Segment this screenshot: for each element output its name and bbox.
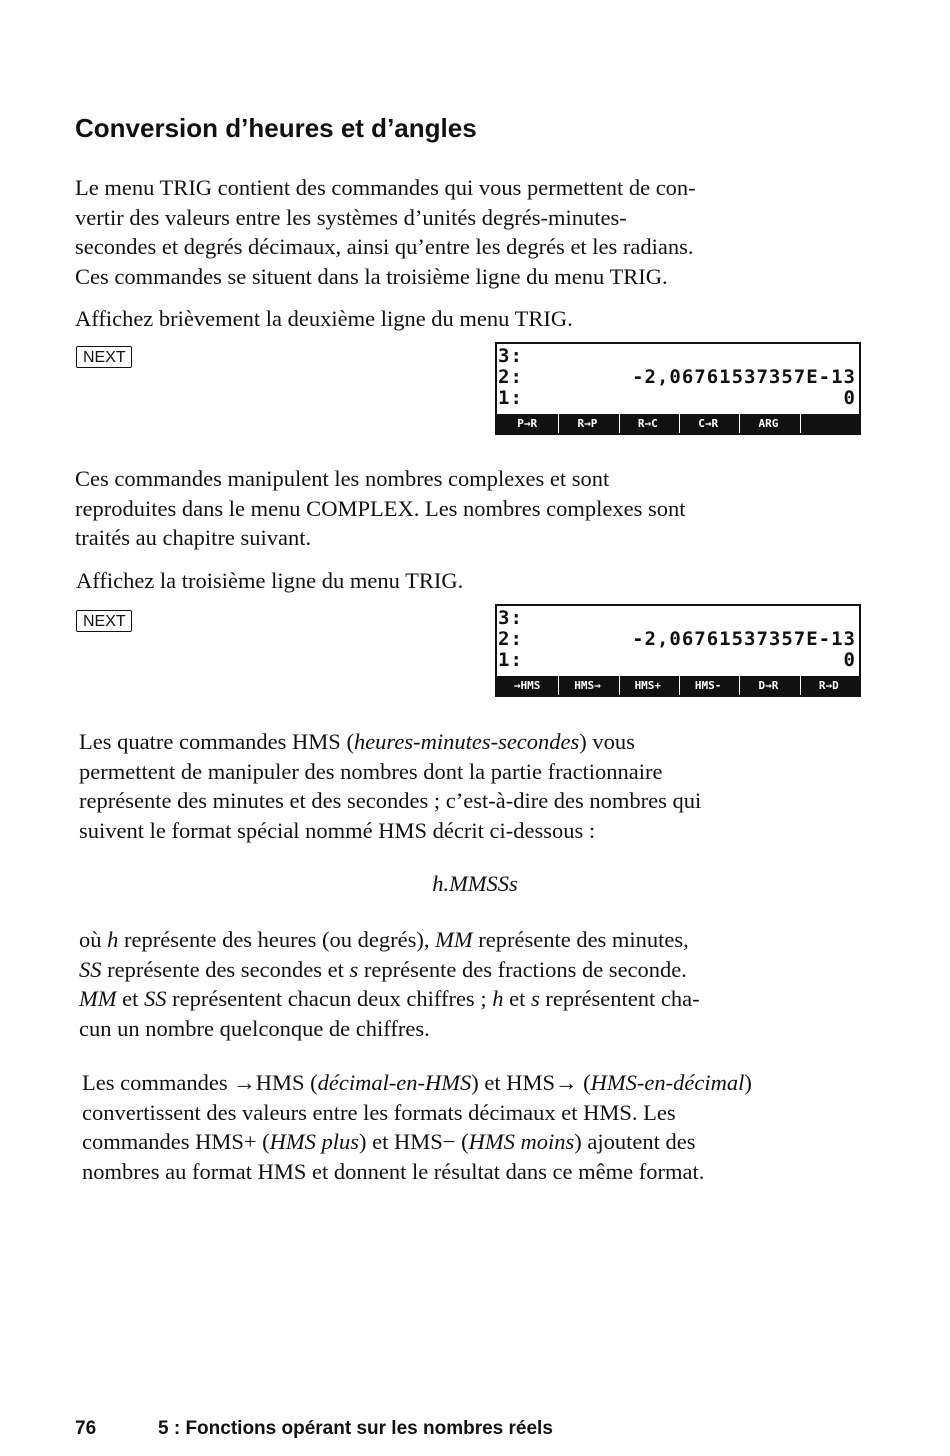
text-run: ) [744,1070,752,1095]
text-line: Affichez la troisième ligne du menu TRIG. [76,568,464,593]
italic-term: MM [79,986,117,1011]
text-run: représente des heures (ou degrés), [118,927,436,952]
text-run: et [503,986,531,1011]
menu-key-empty[interactable] [800,414,857,433]
italic-term: heures-minutes-secondes [353,729,580,754]
text-line [79,727,855,757]
paragraph-instruction-2 [76,566,851,596]
menu-key-hms-plus[interactable]: HMS+ [619,676,676,695]
text-run: Les quatre commandes HMS ( [79,729,354,754]
text-run: ) ajoutent des [574,1129,696,1154]
menu-key-arg[interactable]: ARG [739,414,796,433]
text-line [82,1068,858,1098]
menu-key-r-to-p[interactable]: R→P [558,414,615,433]
text-line: traités au chapitre suivant. [75,525,312,550]
text-line: Affichez brièvement la deuxième ligne du menu TRIG. [75,306,573,331]
text-line: Le menu TRIG contient des commandes qui vous permettent de con- [75,175,696,200]
calculator-screen-2 [495,604,861,697]
text-run: Les commandes →HMS ( [82,1070,318,1095]
text-run: ) vous [579,729,635,754]
text-run: représentent chacun deux chiffres ; [166,986,493,1011]
text-run: représente des secondes et [101,956,350,982]
menu-key-p-to-r[interactable]: P→R [517,417,538,430]
chapter-title: 5 : Fonctions opérant sur les nombres réels [158,1418,553,1439]
text-line: représente des minutes et des secondes ; c’est-à-dire des nombres qui [79,788,702,813]
stack-label: 3: [498,607,523,629]
italic-term: h [107,927,119,952]
soft-menu-bar [497,676,859,695]
next-key[interactable]: NEXT [76,346,132,368]
paragraph-intro [75,173,850,291]
section-heading: Conversion d’heures et d’angles [75,113,477,143]
text-line [79,955,855,985]
stack-label: 2: [498,366,523,388]
paragraph-complex [75,464,840,553]
italic-term: décimal-en-HMS [317,1070,472,1095]
text-line: cun un nombre quelconque de chiffres. [79,1015,430,1041]
text-line: Ces commandes manipulent les nombres complexes et sont [75,466,610,491]
menu-key-to-hms[interactable]: →HMS [513,679,541,692]
menu-key-d-to-r[interactable]: D→R [739,676,796,695]
hms-format: h.MMSSs [432,871,518,896]
italic-term: SS [144,986,167,1011]
paragraph-hms-commands [82,1068,858,1186]
menu-key-c-to-r[interactable]: C→R [679,414,736,433]
stack-level-3 [498,608,856,629]
next-key[interactable]: NEXT [76,610,132,632]
stack-value: -2,06761537357E-13 [632,628,856,650]
stack-value: 0 [843,649,856,671]
text-line: nombres au format HMS et donnent le résultat dans ce même format. [82,1158,705,1184]
calculator-screen-1 [495,342,861,435]
text-line: vertir des valeurs entre les systèmes d’unités degrés-minutes- [75,204,627,230]
stack-level-3 [498,346,856,367]
text-line: permettent de manipuler des nombres dont la partie fractionnaire [79,758,663,784]
stack-label: 1: [498,649,523,671]
text-run: ) et HMS− ( [359,1129,469,1154]
paragraph-instruction-1 [75,304,850,334]
stack-level-1 [498,650,856,671]
text-line: Ces commandes se situent dans la troisième ligne du menu TRIG. [75,263,668,289]
italic-term: SS [79,956,102,982]
italic-term: s [349,956,359,982]
stack-level-2 [498,367,856,388]
text-line: reproduites dans le menu COMPLEX. Les nombres complexes sont [75,495,686,521]
italic-term: HMS plus [269,1129,360,1154]
page-number: 76 [75,1418,97,1439]
menu-key-hms-to[interactable]: HMS→ [558,676,615,695]
stack-value: 0 [843,387,856,409]
text-line [79,925,855,955]
text-line [82,1127,858,1157]
text-line: secondes et degrés décimaux, ainsi qu’entre les degrés et les radians. [75,234,694,259]
text-run: où [79,927,108,952]
stack-label: 3: [498,345,523,367]
page-footer [75,1418,553,1440]
italic-term: s [530,986,540,1011]
text-run: ) et HMS→ ( [471,1070,591,1095]
italic-term: HMS moins [468,1129,575,1154]
stack-level-1 [498,388,856,409]
text-run: commandes HMS+ ( [82,1129,270,1154]
soft-menu-bar [497,414,859,433]
stack-level-2 [498,629,856,650]
italic-term: h [492,986,504,1011]
paragraph-hms [79,727,855,845]
paragraph-format-explanation [79,925,855,1043]
stack-value: -2,06761537357E-13 [632,366,856,388]
menu-key-hms-minus[interactable]: HMS- [679,676,736,695]
menu-key-r-to-d[interactable]: R→D [800,676,857,695]
stack-label: 1: [498,387,523,409]
italic-term: MM [435,927,473,952]
text-line [79,984,855,1014]
italic-term: HMS-en-décimal [590,1070,745,1095]
stack-label: 2: [498,628,523,650]
menu-key-r-to-c[interactable]: R→C [619,414,676,433]
text-run: et [116,986,144,1011]
text-line: convertissent des valeurs entre les formats décimaux et HMS. Les [82,1099,676,1125]
text-run: représente des minutes, [472,927,689,952]
text-run: représentent cha- [539,986,700,1011]
text-line: suivent le format spécial nommé HMS décrit ci-dessous : [79,817,596,843]
text-run: représente des fractions de seconde. [358,956,687,982]
